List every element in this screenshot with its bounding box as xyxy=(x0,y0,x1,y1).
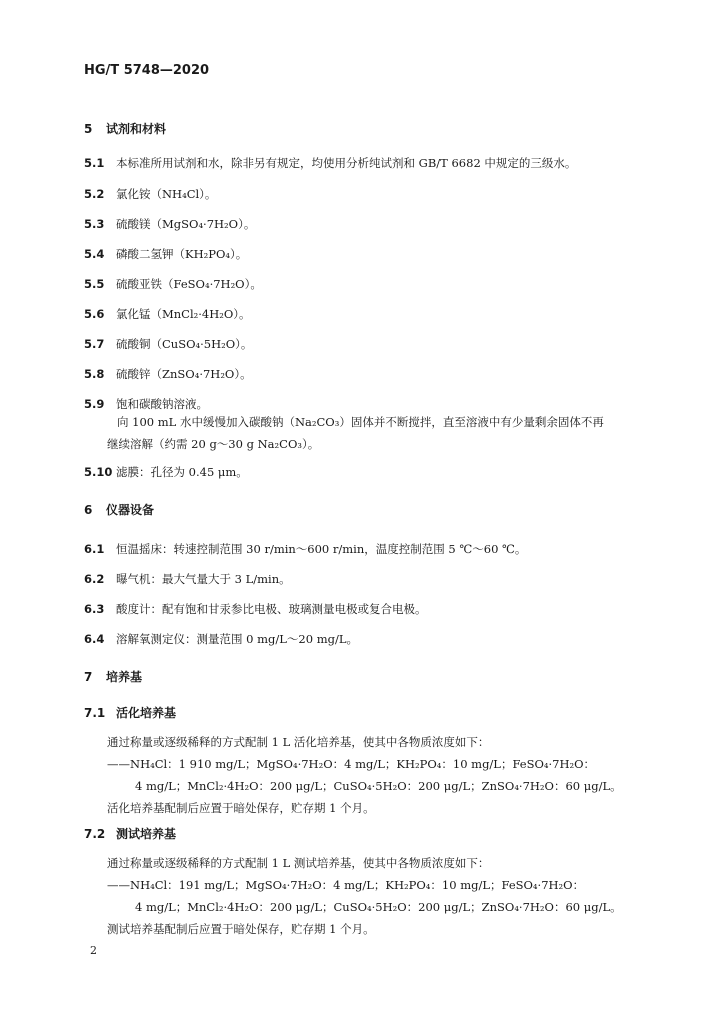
clause-number: 6.2 xyxy=(84,572,105,586)
clause-number: 5.4 xyxy=(84,247,105,261)
clause-5-5 xyxy=(84,276,262,292)
standard-header: HG/T 5748—2020 xyxy=(84,63,210,78)
section-6-heading xyxy=(84,502,154,518)
subsection-7-1-line: 活化培养基配制后应置于暗处保存，贮存期 1 个月。 xyxy=(107,801,375,815)
clause-6-4 xyxy=(84,631,358,647)
clause-5-7 xyxy=(84,336,252,352)
clause-number: 6.3 xyxy=(84,602,105,616)
clause-number: 5.5 xyxy=(84,277,105,291)
clause-number: 6.4 xyxy=(84,632,105,646)
subsection-7-1-line: ——NH₄Cl：1 910 mg/L；MgSO₄·7H₂O：4 mg/L；KH₂PO₄：10 mg/L；FeSO₄·7H₂O： xyxy=(107,757,596,771)
subsection-7-2-heading xyxy=(84,826,176,842)
clause-number: 5.6 xyxy=(84,307,105,321)
clause-5-1 xyxy=(84,155,576,171)
clause-number: 5.8 xyxy=(84,367,105,381)
clause-text: 磷酸二氢钾（KH₂PO₄）。 xyxy=(116,247,248,261)
clause-number: 5.10 xyxy=(84,465,113,479)
clause-text: 氯化铵（NH₄Cl）。 xyxy=(116,187,217,201)
clause-text: 滤膜：孔径为 0.45 μm。 xyxy=(116,465,248,479)
clause-5-10 xyxy=(84,464,248,480)
subsection-7-2-line: ——NH₄Cl：191 mg/L；MgSO₄·7H₂O：4 mg/L；KH₂PO₄：10 mg/L；FeSO₄·7H₂O： xyxy=(107,878,585,892)
clause-text: 酸度计：配有饱和甘汞参比电极、玻璃测量电极或复合电极。 xyxy=(116,602,427,616)
clause-number: 5.9 xyxy=(84,397,105,411)
section-title: 试剂和材料 xyxy=(106,122,167,136)
clause-5-6 xyxy=(84,306,251,322)
clause-text: 氯化锰（MnCl₂·4H₂O）。 xyxy=(116,307,251,321)
clause-text: 本标准所用试剂和水，除非另有规定，均使用分析纯试剂和 GB/T 6682 中规定的三级水。 xyxy=(116,156,577,170)
clause-text: 硫酸镁（MgSO₄·7H₂O）。 xyxy=(116,217,256,231)
section-number: 5 xyxy=(84,122,93,136)
subsection-7-1-heading xyxy=(84,705,176,721)
subsection-7-2-line: 4 mg/L；MnCl₂·4H₂O：200 μg/L；CuSO₄·5H₂O：200 μg/L；ZnSO₄·7H₂O：60 μg/L。 xyxy=(135,900,622,914)
section-title: 仪器设备 xyxy=(106,503,155,517)
clause-6-3 xyxy=(84,601,427,617)
subsection-title: 活化培养基 xyxy=(116,706,177,720)
section-number: 7 xyxy=(84,670,93,684)
clause-text: 硫酸铜（CuSO₄·5H₂O）。 xyxy=(116,337,253,351)
clause-5-3 xyxy=(84,216,255,232)
section-7-heading xyxy=(84,669,142,685)
clause-5-2 xyxy=(84,186,216,202)
clause-6-1 xyxy=(84,541,526,557)
clause-number: 5.1 xyxy=(84,156,105,170)
section-number: 6 xyxy=(84,503,93,517)
clause-number: 5.2 xyxy=(84,187,105,201)
subsection-title: 测试培养基 xyxy=(116,827,177,841)
clause-number: 5.7 xyxy=(84,337,105,351)
clause-text: 恒温摇床：转速控制范围 30 r/min～600 r/min，温度控制范围 5 ℃～60 ℃。 xyxy=(116,542,527,556)
page-number: 2 xyxy=(90,944,97,957)
clause-text: 硫酸亚铁（FeSO₄·7H₂O）。 xyxy=(116,277,262,291)
clause-number: 6.1 xyxy=(84,542,105,556)
section-5-heading xyxy=(84,121,166,137)
subsection-7-2-line: 测试培养基配制后应置于暗处保存，贮存期 1 个月。 xyxy=(107,922,375,936)
clause-text: 曝气机：最大气量大于 3 L/min。 xyxy=(116,572,291,586)
clause-5-4 xyxy=(84,246,247,262)
clause-5-8 xyxy=(84,366,252,382)
subsection-7-2-line: 通过称量或逐级稀释的方式配制 1 L 测试培养基，使其中各物质浓度如下： xyxy=(107,856,490,870)
clause-text: 硫酸锌（ZnSO₄·7H₂O）。 xyxy=(116,367,252,381)
clause-text: 溶解氧测定仪：测量范围 0 mg/L～20 mg/L。 xyxy=(116,632,358,646)
clause-5-9-paragraph-line: 继续溶解（约需 20 g～30 g Na₂CO₃）。 xyxy=(107,437,320,451)
subsection-7-1-line: 通过称量或逐级稀释的方式配制 1 L 活化培养基，使其中各物质浓度如下： xyxy=(107,735,490,749)
clause-text: 饱和碳酸钠溶液。 xyxy=(116,397,208,411)
clause-5-9-paragraph-line: 向 100 mL 水中缓慢加入碳酸钠（Na₂CO₃）固体并不断搅拌，直至溶液中有少量剩余固体不再 xyxy=(117,415,604,429)
section-title: 培养基 xyxy=(106,670,143,684)
subsection-number: 7.2 xyxy=(84,827,106,841)
subsection-number: 7.1 xyxy=(84,706,106,720)
clause-6-2 xyxy=(84,571,291,587)
subsection-7-1-line: 4 mg/L；MnCl₂·4H₂O：200 μg/L；CuSO₄·5H₂O：200 μg/L；ZnSO₄·7H₂O：60 μg/L。 xyxy=(135,779,622,793)
clause-number: 5.3 xyxy=(84,217,105,231)
